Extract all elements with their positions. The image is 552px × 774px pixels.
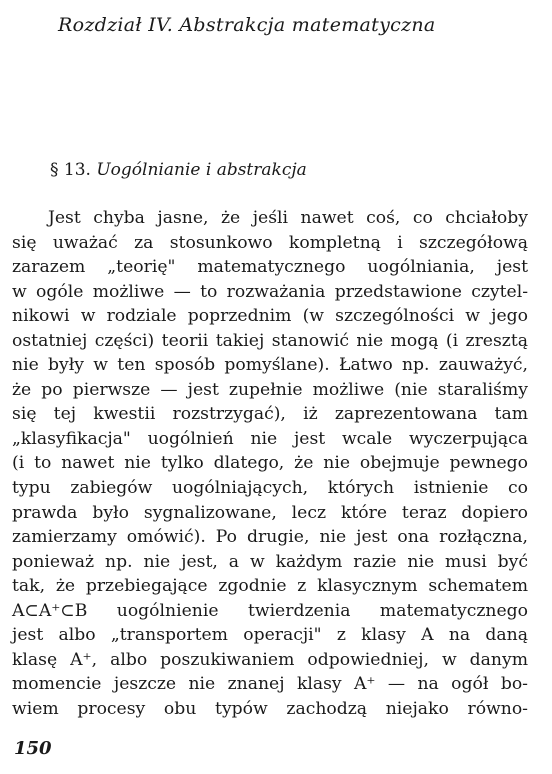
section-number: § 13. xyxy=(50,160,91,180)
text-line: wiem procesy obu typów zachodzą niejako równo- xyxy=(12,698,528,719)
text-line: w ogóle możliwe — to rozważania przedstawione czytel- xyxy=(12,281,528,302)
text-line: zarazem „teorię" matematycznego uogólniania, jest xyxy=(12,257,528,278)
text-line: nikowi w rodziale poprzednim (w szczególności w jego xyxy=(12,306,528,327)
text-line: nie były w ten sposób pomyślane). Łatwo np. zauważyć, xyxy=(12,355,528,376)
running-head: Rozdział IV. Abstrakcja matematyczna xyxy=(58,14,436,36)
text-line: „klasyfikacja" uogólnień nie jest wcale wyczerpująca xyxy=(12,428,528,449)
text-line: ostatniej części) teorii takiej stanowić nie mogą (i zresztą xyxy=(12,330,528,351)
body-text xyxy=(12,206,528,721)
text-line: A⊂A⁺⊂B uogólnienie twierdzenia matematycznego xyxy=(12,600,528,621)
text-line: że po pierwsze — jest zupełnie możliwe (nie staraliśmy xyxy=(12,379,528,400)
text-line: tak, że przebiegające zgodnie z klasycznym schematem xyxy=(12,576,528,597)
text-line: prawda było sygnalizowane, lecz które teraz dopiero xyxy=(12,502,528,523)
text-line: jest albo „transportem operacji" z klasy A na daną xyxy=(12,625,528,646)
text-line: klasę A⁺, albo poszukiwaniem odpowiedniej, w danym xyxy=(12,649,528,670)
section-title: Uogólnianie i abstrakcja xyxy=(96,160,307,180)
text-line: ponieważ np. nie jest, a w każdym razie nie musi być xyxy=(12,551,528,572)
text-line: Jest chyba jasne, że jeśli nawet coś, co chciałoby xyxy=(48,208,528,228)
text-line: się uważać za stosunkowo kompletną i szczegółową xyxy=(12,232,528,253)
text-line: typu zabiegów uogólniających, których istnienie co xyxy=(12,478,528,499)
text-line: (i to nawet nie tylko dlatego, że nie obejmuje pewnego xyxy=(12,453,528,474)
section-heading xyxy=(50,160,307,180)
text-line: się tej kwestii rozstrzygać), iż zaprezentowana tam xyxy=(12,404,528,425)
text-line: zamierzamy omówić). Po drugie, nie jest ona rozłączna, xyxy=(12,527,528,548)
text-line: momencie jeszcze nie znanej klasy A⁺ — na ogół bo- xyxy=(12,674,528,695)
page-number: 150 xyxy=(14,738,52,759)
